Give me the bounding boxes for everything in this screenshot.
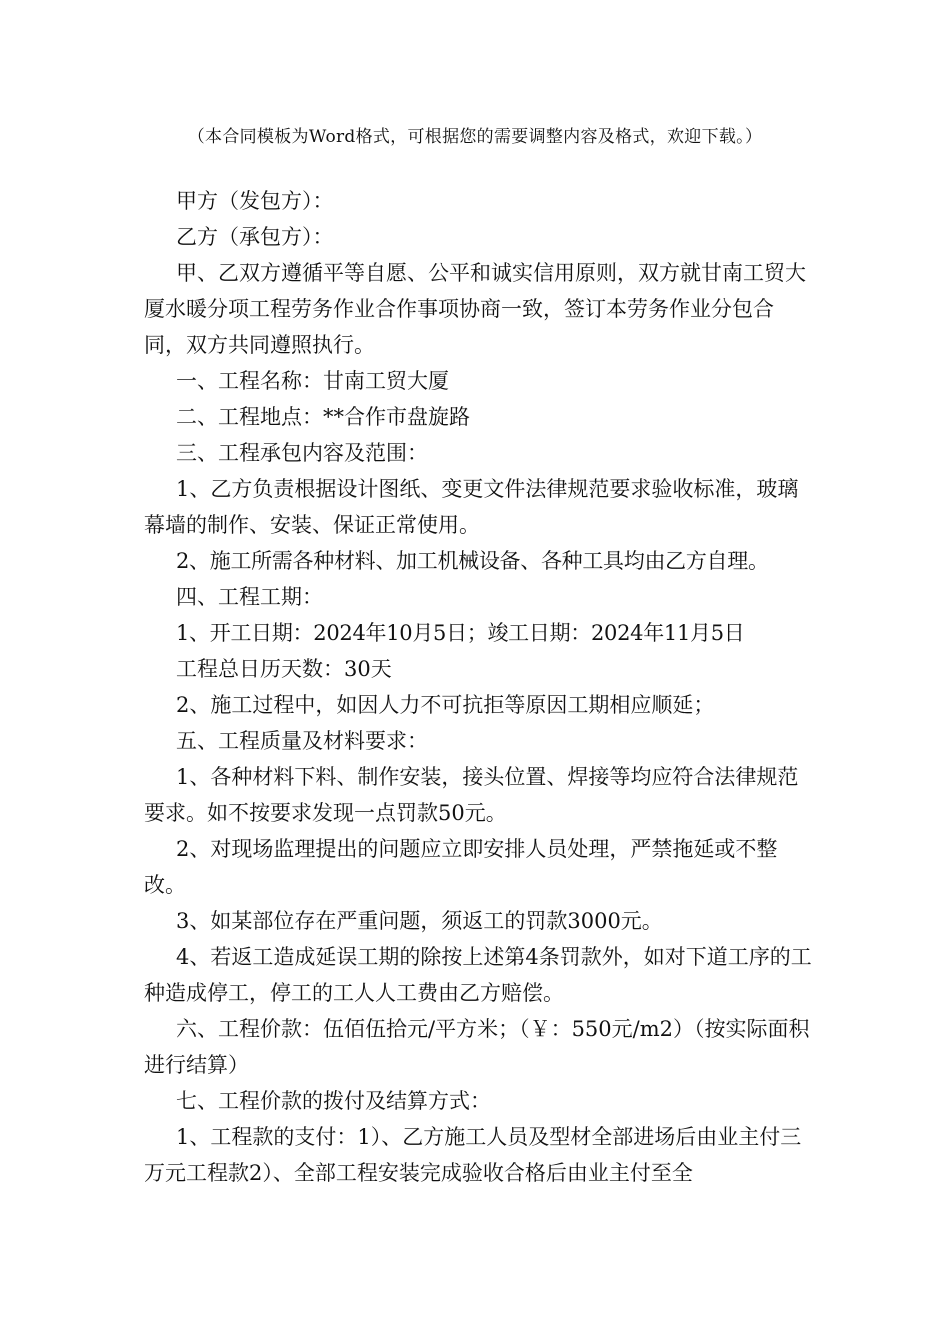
section-quality-heading: 五、工程质量及材料要求： xyxy=(176,729,428,753)
party-a-line: 甲方（发包方）： xyxy=(176,189,334,213)
party-b-line: 乙方（承包方）： xyxy=(176,225,334,249)
scope-item-2: 2、施工所需各种材料、加工机械设备、各种工具均由乙方自理。 xyxy=(176,549,769,573)
section-schedule-heading: 四、工程工期： xyxy=(176,585,323,609)
section-payment-heading: 七、工程价款的拨付及结算方式： xyxy=(176,1089,491,1113)
project-location-line: 二、工程地点：**合作市盘旋路 xyxy=(176,405,470,429)
schedule-total-days: 工程总日历天数：30天 xyxy=(176,657,392,681)
schedule-item-1: 1、开工日期：2024年10月5日；竣工日期：2024年11月5日 xyxy=(176,621,745,645)
template-note: （本合同模板为Word格式，可根据您的需要调整内容及格式，欢迎下载。） xyxy=(187,127,763,147)
schedule-item-2: 2、施工过程中，如因人力不可抗拒等原因工期相应顺延； xyxy=(176,693,715,717)
section-price-line: 六、工程价款：伍佰伍拾元/平方米；（￥：550元/m2）（按实际面积进行结算） xyxy=(144,1017,810,1077)
preamble-paragraph: 甲、乙双方遵循平等自愿、公平和诚实信用原则，双方就甘南工贸大厦水暖分项工程劳务作业合作事项协商一致，签订本劳务作业分包合同，双方共同遵照执行。 xyxy=(144,261,806,357)
section-scope-heading: 三、工程承包内容及范围： xyxy=(176,441,428,465)
project-name-line: 一、工程名称：甘南工贸大厦 xyxy=(176,369,449,393)
scope-item-1: 1、乙方负责根据设计图纸、变更文件法律规范要求验收标准，玻璃幕墙的制作、安装、保证正常使用。 xyxy=(144,477,799,537)
payment-item-1: 1、工程款的支付：1）、乙方施工人员及型材全部进场后由业主付三万元工程款2）、全部工程安装完成验收合格后由业主付至全 xyxy=(144,1125,802,1185)
quality-item-2: 2、对现场监理提出的问题应立即安排人员处理，严禁拖延或不整改。 xyxy=(144,837,778,897)
quality-item-4: 4、若返工造成延误工期的除按上述第4条罚款外，如对下道工序的工种造成停工，停工的工人人工费由乙方赔偿。 xyxy=(144,945,812,1005)
contract-body xyxy=(144,183,814,1191)
quality-item-1: 1、各种材料下料、制作安装，接头位置、焊接等均应符合法律规范要求。如不按要求发现一点罚款50元。 xyxy=(144,765,799,825)
quality-item-3: 3、如某部位存在严重问题，须返工的罚款3000元。 xyxy=(176,909,663,933)
